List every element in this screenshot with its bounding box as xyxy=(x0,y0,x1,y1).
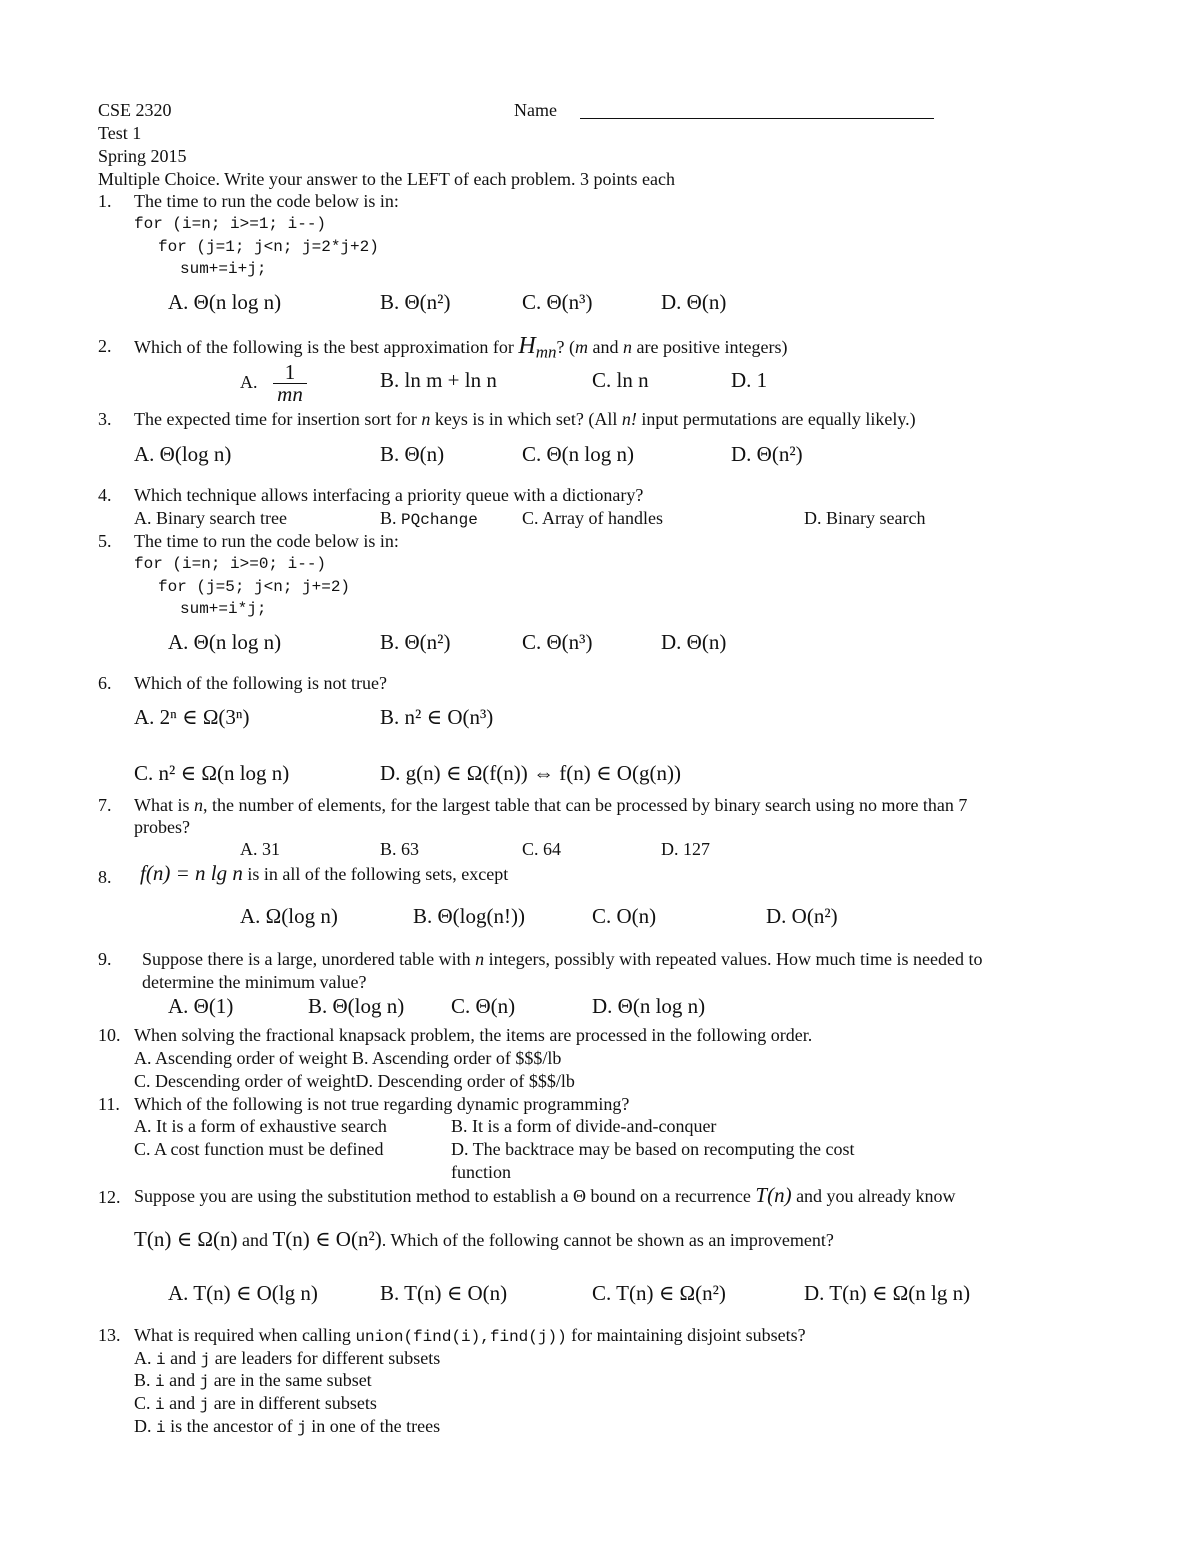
q13-b-label: B. xyxy=(134,1370,151,1390)
q9-stem-cont: determine the minimum value? xyxy=(142,972,367,992)
q1-code-line: for (i=n; i>=1; i--) xyxy=(134,215,327,233)
q6-option-b: B. n² ∈ O(n³) xyxy=(380,705,494,729)
q2-option-a-fraction xyxy=(270,361,310,404)
q7-option-c: C. 64 xyxy=(522,839,562,859)
q12-option-c: C. T(n) ∈ Ω(n²) xyxy=(592,1281,726,1305)
q7-number: 7. xyxy=(98,795,112,815)
q5-number: 5. xyxy=(98,531,112,551)
term: Spring 2015 xyxy=(98,146,187,166)
q3-stem-a: The expected time for insertion sort for xyxy=(134,409,417,429)
q1-code-line: sum+=i+j; xyxy=(180,260,267,278)
q13-i-code: i xyxy=(156,1419,166,1437)
q13-d-end: in one of the trees xyxy=(311,1416,441,1436)
q13-i-code: i xyxy=(156,1351,166,1369)
q7-stem-cont: probes? xyxy=(134,817,190,837)
q3-option-c: C. Θ(n log n) xyxy=(522,442,634,466)
q13-c-end: are in different subsets xyxy=(213,1393,377,1413)
q2-stem-part xyxy=(134,335,787,364)
q13-j-code: j xyxy=(297,1419,307,1437)
q12-option-b: B. T(n) ∈ O(n) xyxy=(380,1281,508,1305)
q12-stem-line2 xyxy=(134,1228,834,1251)
q6-option-d: D. g(n) ∈ Ω(f(n)) ⇔ f(n) ∈ O(g(n)) xyxy=(380,761,681,785)
q12-stem-a: Suppose you are using the substitution method to establish a Θ bound on a recurrence xyxy=(134,1186,751,1206)
q13-c-label: C. xyxy=(134,1393,151,1413)
q9-stem-b: integers, possibly with repeated values. How much time is needed to xyxy=(488,949,983,969)
q3-option-a: A. Θ(log n) xyxy=(134,442,232,466)
q13-b-end: are in the same subset xyxy=(213,1370,372,1390)
q9-option-a: A. Θ(1) xyxy=(168,994,234,1018)
q13-a-end: are leaders for different subsets xyxy=(214,1348,441,1368)
q12-and: and xyxy=(241,1230,268,1250)
q3-n-var: n xyxy=(421,409,431,429)
q11-option-d-cont: function xyxy=(451,1162,511,1182)
q2-frac-numerator: 1 xyxy=(284,360,296,384)
q4-stem: Which technique allows interfacing a priority queue with a dictionary? xyxy=(134,485,644,505)
name-field[interactable] xyxy=(580,118,934,119)
q13-a-mid: and xyxy=(170,1348,197,1368)
q13-j-code: j xyxy=(199,1373,210,1391)
q1-code-line: for (j=1; j<n; j=2*j+2) xyxy=(158,238,379,256)
q12-option-d: D. T(n) ∈ Ω(n lg n) xyxy=(804,1281,971,1305)
q1-option-b: B. Θ(n²) xyxy=(380,290,451,314)
q5-option-c: C. Θ(n³) xyxy=(522,630,593,654)
q7-option-a: A. 31 xyxy=(240,839,280,859)
q11-number: 11. xyxy=(98,1094,120,1114)
q4-option-c: C. Array of handles xyxy=(522,508,663,528)
course-code: CSE 2320 xyxy=(98,100,172,120)
q8-stem xyxy=(140,862,508,885)
q7-stem-b: , the number of elements, for the largest table that can be processed by binary search using no more than 7 xyxy=(203,795,968,815)
q2-option-b: B. ln m + ln n xyxy=(380,368,497,392)
q2-and: and xyxy=(588,337,624,357)
q13-i-code: i xyxy=(155,1373,165,1391)
q13-option-d xyxy=(134,1415,440,1439)
q12-stem-b: and you already know xyxy=(796,1186,956,1206)
q13-code: union(find(i),find(j)) xyxy=(355,1328,567,1346)
q7-stem-a: What is xyxy=(134,795,190,815)
q2-stem-c: are positive integers) xyxy=(632,337,788,357)
q6-number: 6. xyxy=(98,673,112,693)
q8-option-b: B. Θ(log(n!)) xyxy=(413,904,525,928)
q2-stem-a: Which of the following is the best approximation for xyxy=(134,337,514,357)
q1-option-c: C. Θ(n³) xyxy=(522,290,593,314)
q7-option-d: D. 127 xyxy=(661,839,710,859)
q2-option-a-label: A. xyxy=(240,372,258,392)
q1-option-a: A. Θ(n log n) xyxy=(168,290,282,314)
q6-option-a: A. 2ⁿ ∈ Ω(3ⁿ) xyxy=(134,705,250,729)
q2-stem-b: ? ( xyxy=(556,337,576,357)
q9-stem-a: Suppose there is a large, unordered table with xyxy=(142,949,471,969)
q7-stem xyxy=(134,794,967,816)
q5-option-d: D. Θ(n) xyxy=(661,630,727,654)
q13-option-c xyxy=(134,1392,377,1416)
q5-code-line: for (i=n; i>=0; i--) xyxy=(134,555,327,573)
q12-known-lower: T(n) ∈ Ω(n) xyxy=(134,1227,238,1251)
q12-known-upper: T(n) ∈ O(n²) xyxy=(272,1227,382,1251)
q9-option-d: D. Θ(n log n) xyxy=(592,994,706,1018)
q13-stem xyxy=(134,1324,806,1348)
q13-stem-b: for maintaining disjoint subsets? xyxy=(571,1325,806,1345)
q13-option-b xyxy=(134,1369,372,1393)
q13-number: 13. xyxy=(98,1325,121,1345)
q13-stem-a: What is required when calling xyxy=(134,1325,351,1345)
q3-number: 3. xyxy=(98,409,112,429)
q8-option-d: D. O(n²) xyxy=(766,904,838,928)
q4-option-b-label: B. xyxy=(380,508,397,528)
q5-code-line: for (j=5; j<n; j+=2) xyxy=(158,578,351,596)
q13-d-label: D. xyxy=(134,1416,152,1436)
test-number: Test 1 xyxy=(98,123,142,143)
q4-option-d: D. Binary search xyxy=(804,508,926,528)
q9-option-c: C. Θ(n) xyxy=(451,994,516,1018)
q3-option-b: B. Θ(n) xyxy=(380,442,445,466)
q6-stem: Which of the following is not true? xyxy=(134,673,387,693)
q12-tn: T(n) xyxy=(755,1183,792,1207)
q11-stem: Which of the following is not true regarding dynamic programming? xyxy=(134,1094,630,1114)
q11-option-b: B. It is a form of divide-and-conquer xyxy=(451,1116,717,1136)
q2-n-var: n xyxy=(623,337,633,357)
q4-option-b xyxy=(380,507,478,531)
q13-a-label: A. xyxy=(134,1348,152,1368)
q10-number: 10. xyxy=(98,1025,121,1045)
q3-stem-c: input permutations are equally likely.) xyxy=(641,409,916,429)
q2-option-d: D. 1 xyxy=(731,368,768,392)
q4-number: 4. xyxy=(98,485,112,505)
q8-formula: f(n) = n lg n xyxy=(140,861,243,885)
q9-stem xyxy=(142,948,982,970)
q2-option-c: C. ln n xyxy=(592,368,649,392)
q13-d-mid: is the ancestor of xyxy=(170,1416,293,1436)
q3-nbang: n! xyxy=(621,409,637,429)
q8-number: 8. xyxy=(98,867,112,887)
q9-n-var: n xyxy=(475,949,485,969)
q10-options-cd: C. Descending order of weightD. Descending order of $$$/lb xyxy=(134,1071,575,1091)
q5-code-line: sum+=i*j; xyxy=(180,600,267,618)
q1-stem: The time to run the code below is in: xyxy=(134,191,399,211)
q5-stem: The time to run the code below is in: xyxy=(134,531,399,551)
q9-option-b: B. Θ(log n) xyxy=(308,994,405,1018)
q11-option-d: D. The backtrace may be based on recomputing the cost xyxy=(451,1139,855,1159)
q12-number: 12. xyxy=(98,1187,121,1207)
q7-n-var: n xyxy=(194,795,203,815)
instructions: Multiple Choice. Write your answer to the LEFT of each problem. 3 points each xyxy=(98,169,675,189)
q3-option-d: D. Θ(n²) xyxy=(731,442,803,466)
q5-option-b: B. Θ(n²) xyxy=(380,630,451,654)
q11-option-a: A. It is a form of exhaustive search xyxy=(134,1116,387,1136)
q13-j-code: j xyxy=(199,1396,210,1414)
q4-option-b-code: PQchange xyxy=(401,511,478,529)
q6-option-c: C. n² ∈ Ω(n log n) xyxy=(134,761,290,785)
name-label: Name xyxy=(514,100,557,120)
q8-stem-text: is in all of the following sets, except xyxy=(247,864,509,884)
q3-stem xyxy=(134,408,916,430)
q12-option-a: A. T(n) ∈ O(lg n) xyxy=(168,1281,318,1305)
q5-option-a: A. Θ(n log n) xyxy=(168,630,282,654)
q13-c-mid: and xyxy=(169,1393,196,1413)
q11-option-c: C. A cost function must be defined xyxy=(134,1139,384,1159)
q10-options-ab: A. Ascending order of weight B. Ascending order of $$$/lb xyxy=(134,1048,562,1068)
q13-i-code: i xyxy=(155,1396,165,1414)
q1-number: 1. xyxy=(98,191,112,211)
q8-option-a: A. Ω(log n) xyxy=(240,904,338,928)
q10-stem: When solving the fractional knapsack problem, the items are processed in the following order. xyxy=(134,1025,813,1045)
q13-b-mid: and xyxy=(169,1370,196,1390)
q8-option-c: C. O(n) xyxy=(592,904,657,928)
q7-option-b: B. 63 xyxy=(380,839,420,859)
q9-number: 9. xyxy=(98,949,112,969)
q2-h-subscript: mn xyxy=(535,342,557,362)
q13-option-a xyxy=(134,1347,440,1371)
q2-number: 2. xyxy=(98,336,112,356)
q1-option-d: D. Θ(n) xyxy=(661,290,727,314)
q4-option-a: A. Binary search tree xyxy=(134,508,287,528)
q3-stem-b: keys is in which set? (All xyxy=(434,409,618,429)
q12-stem xyxy=(134,1184,956,1207)
q13-j-code: j xyxy=(200,1351,211,1369)
q2-frac-denominator: mn xyxy=(277,382,303,406)
q2-m-var: m xyxy=(575,337,589,357)
q12-stem-c: . Which of the following cannot be shown as an improvement? xyxy=(381,1230,834,1250)
q2-h-symbol: H xyxy=(518,333,536,359)
